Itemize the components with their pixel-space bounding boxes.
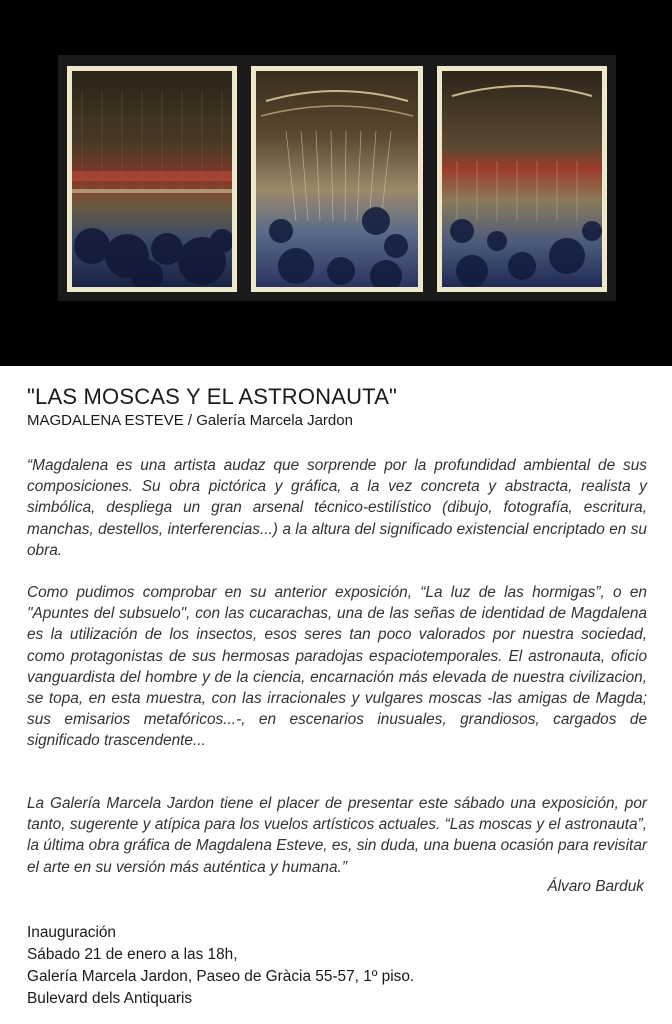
artist-gallery-subtitle: MAGDALENA ESTEVE / Galería Marcela Jardon [27,412,353,429]
review-paragraph-1: “Magdalena es una artista audaz que sorprende por la profundidad ambiental de sus composiciones. Su obra pictórica y gráfica, a la vez concreta y abstracta, realista y simbólica, despliega un gran arsenal técnico-estilístico (dibujo, fotografía, escritura, manchas, destellos, interferencias...) a la altura del significado existencial encriptado en su obra. [27,457,647,559]
triptych-artwork [58,55,616,301]
review-paragraph-3: La Galería Marcela Jardon tiene el placer de presentar este sábado una exposición, por tanto, sugerente y atípica para los vuelos artísticos actuales. “Las moscas y el astronauta”, la última obra gráfica de Magdalena Esteve, es, sin duda, una buena ocasión para revisitar el arte en su versión más auténtica y humana.” [27,795,647,876]
opening-location: Bulevard dels Antiquaris [27,990,193,1007]
artwork-panel-left-image [72,71,232,287]
artwork-panel-right-image [442,71,602,287]
artwork-panel-left [67,66,237,292]
artwork-panel-center [251,66,423,292]
opening-info [27,922,414,1010]
artwork-banner [0,0,672,366]
review-paragraph-2: Como pudimos comprobar en su anterior exposición, “La luz de las hormigas”, o en "Apuntes del subsuelo", con las cucarachas, una de las señas de identidad de Magdalena es la utilización de los insectos, esos seres tan poco valorados por nuestra sociedad, como protagonistas de sus hermosas paradojas espaciotemporales. El astronauta, oficio vanguardista del hombre y de la ciencia, encarnación más elevada de nuestra civilizacion, se topa, en esta muestra, con las irracionales y vulgares moscas -las amigas de Magda; sus emisarios metafóricos...-, en escenarios inusuales, grandiosos, cargados de significado trascendente... [27,584,647,750]
review-author: Álvaro Barduk [547,878,644,895]
artwork-panel-right [437,66,607,292]
opening-address: Galería Marcela Jardon, Paseo de Gràcia 55-57, 1º piso. [27,968,415,985]
artwork-panel-center-image [256,71,418,287]
exhibition-title: "LAS MOSCAS Y EL ASTRONAUTA" [27,384,398,409]
opening-heading: Inauguración [27,924,116,941]
opening-date: Sábado 21 de enero a las 18h, [27,946,238,963]
